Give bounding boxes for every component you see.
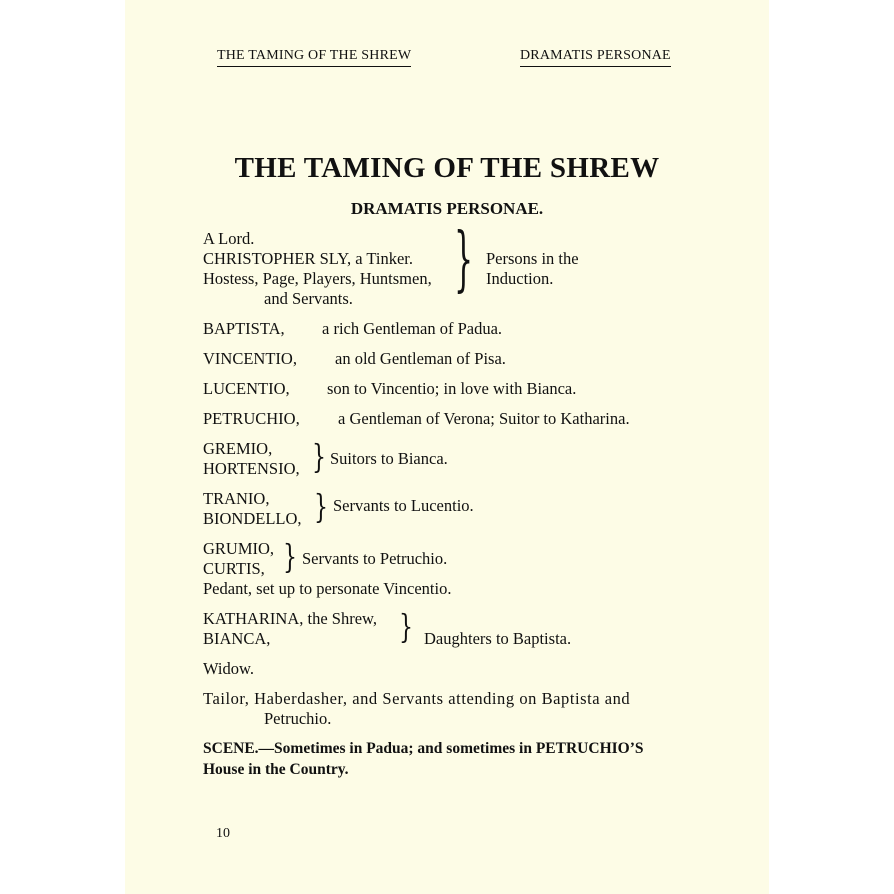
- person-name: KATHARINA, the Shrew,: [203, 609, 377, 628]
- book-page: [125, 0, 769, 894]
- running-head-left: THE TAMING OF THE SHREW: [217, 48, 411, 67]
- person-desc: a Gentleman of Verona; Suitor to Katharina.: [338, 409, 630, 428]
- curly-brace: }: [454, 218, 474, 302]
- person-desc: an old Gentleman of Pisa.: [335, 349, 506, 368]
- curly-brace: }: [399, 609, 413, 647]
- curly-brace: }: [283, 539, 297, 577]
- scene-line: House in the Country.: [203, 761, 349, 778]
- curly-brace: }: [312, 439, 326, 477]
- page-number: 10: [216, 826, 230, 841]
- group-desc: Suitors to Bianca.: [330, 449, 448, 468]
- pedant-line: Pedant, set up to personate Vincentio.: [203, 579, 452, 598]
- person-name: TRANIO,: [203, 489, 270, 508]
- person-name: CURTIS,: [203, 559, 265, 578]
- induction-line: and Servants.: [264, 289, 353, 308]
- induction-note: Persons in the: [486, 249, 579, 268]
- tailor-line: Petruchio.: [264, 709, 332, 728]
- induction-line: A Lord.: [203, 229, 255, 248]
- person-name: BIONDELLO,: [203, 509, 302, 528]
- person-name: BIANCA,: [203, 629, 271, 648]
- tailor-line: Tailor, Haberdasher, and Servants attending on Baptista and: [203, 689, 631, 708]
- induction-line: CHRISTOPHER SLY, a Tinker.: [203, 249, 414, 268]
- section-subtitle: DRAMATIS PERSONAE.: [350, 199, 544, 218]
- person-name: BAPTISTA,: [203, 319, 285, 338]
- induction-line: Hostess, Page, Players, Huntsmen,: [203, 269, 432, 288]
- running-head-right: DRAMATIS PERSONAE: [520, 48, 671, 67]
- group-desc: Daughters to Baptista.: [424, 629, 572, 648]
- person-desc: a rich Gentleman of Padua.: [322, 319, 503, 338]
- induction-note: Induction.: [486, 269, 554, 288]
- group-desc: Servants to Lucentio.: [333, 496, 474, 515]
- scene-line: SCENE.—Sometimes in Padua; and sometimes in PETRUCHIO’S: [203, 740, 644, 757]
- person-name: VINCENTIO,: [203, 349, 297, 368]
- person-name: HORTENSIO,: [203, 459, 300, 478]
- person-name: PETRUCHIO,: [203, 409, 300, 428]
- widow-line: Widow.: [203, 659, 254, 678]
- person-desc: son to Vincentio; in love with Bianca.: [327, 379, 577, 398]
- person-name: GRUMIO,: [203, 539, 275, 558]
- group-desc: Servants to Petruchio.: [302, 549, 448, 568]
- play-title: THE TAMING OF THE SHREW: [234, 152, 660, 184]
- person-name: GREMIO,: [203, 439, 273, 458]
- curly-brace: }: [314, 489, 328, 527]
- person-name: LUCENTIO,: [203, 379, 290, 398]
